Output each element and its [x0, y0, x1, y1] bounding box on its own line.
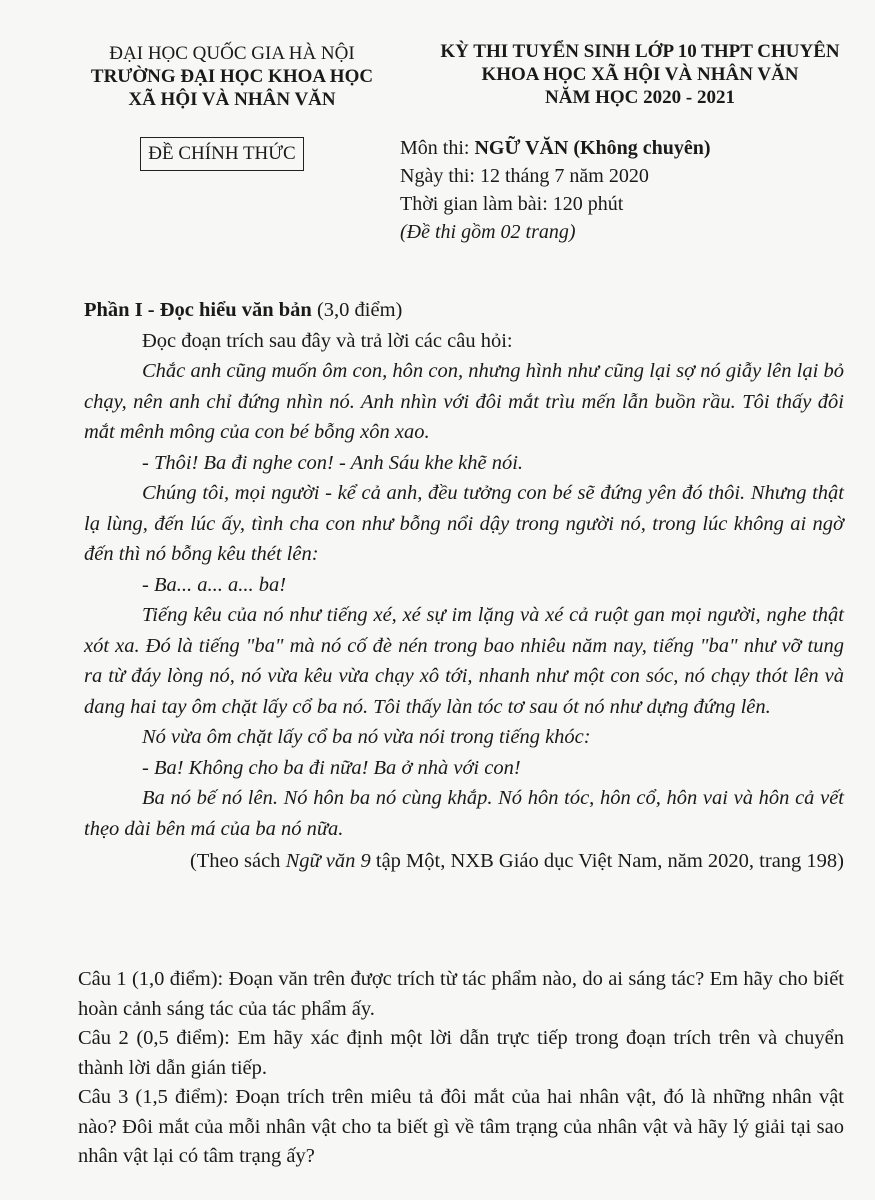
passage-paragraph: - Ba... a... a... ba!: [142, 573, 287, 596]
source-book: Ngữ văn 9: [285, 850, 371, 872]
instruction: Đọc đoạn trích sau đây và trả lời các câu hỏi:: [142, 329, 513, 352]
header-right: [420, 40, 860, 109]
part1-section: [84, 295, 844, 877]
passage-paragraph: Chắc anh cũng muốn ôm con, hôn con, nhưng hình như cũng lại sợ nó giẫy lên lại bỏ chạy, nên anh chỉ đứng nhìn nó. Anh nhìn với đôi mắt trìu mến lẫn buồn rầu. Tôi thấy đôi mắt mênh mông của con bé bỗng xôn xao.: [84, 360, 844, 443]
passage-paragraph: Chúng tôi, mọi người - kể cả anh, đều tưởng con bé sẽ đứng yên đó thôi. Nhưng thật lạ lùng, đến lúc ấy, tình cha con như bỗng nổi dậy trong người nó, trong lúc không ai ngờ đến thì nó bỗng kêu thét lên:: [84, 482, 844, 565]
passage-paragraph: - Thôi! Ba đi nghe con! - Anh Sáu khe khẽ nói.: [142, 451, 524, 474]
subject-label: Môn thi:: [400, 137, 475, 159]
exam-date: Ngày thi: 12 tháng 7 năm 2020: [400, 165, 649, 187]
subject-value: NGỮ VĂN (Không chuyên): [474, 137, 711, 159]
exam-title-line1: KỲ THI TUYỂN SINH LỚP 10 THPT CHUYÊN: [440, 41, 840, 62]
official-exam-box: ĐỀ CHÍNH THỨC: [140, 137, 304, 171]
passage-paragraph: Tiếng kêu của nó như tiếng xé, xé sự im lặng và xé cả ruột gan mọi người, nghe thật xót xa. Đó là tiếng "ba" mà nó cố đè nén trong bao nhiêu năm nay, tiếng "ba" như vỡ tung ra từ đáy lòng nó, nó vừa kêu vừa chạy xô tới, nhanh như một con sóc, nó chạy thót lên và dang hai tay ôm chặt lấy cổ ba nó. Tôi thấy làn tóc tơ sau ót nó như dựng đứng lên.: [84, 604, 844, 718]
source-prefix: (Theo sách: [189, 850, 286, 872]
exam-title-line2: KHOA HỌC XÃ HỘI VÀ NHÂN VĂN: [481, 64, 799, 85]
subject-line: [400, 134, 840, 162]
university-name: ĐẠI HỌC QUỐC GIA HÀ NỘI: [109, 43, 355, 64]
school-year: NĂM HỌC 2020 - 2021: [545, 87, 735, 108]
question-3: Câu 3 (1,5 điểm): Đoạn trích trên miêu tả đôi mắt của hai nhân vật, đó là những nhân vật nào? Đôi mắt của mỗi nhân vật cho ta biết gì về tâm trạng của nhân vật và hãy lý giải tại sao nhân vật lại có tâm trạng ấy?: [78, 1086, 844, 1167]
part1-title: [84, 295, 844, 326]
school-name-line1: TRƯỜNG ĐẠI HỌC KHOA HỌC: [90, 66, 374, 87]
school-name-line2: XÃ HỘI VÀ NHÂN VĂN: [128, 89, 336, 110]
question-2: Câu 2 (0,5 điểm): Em hãy xác định một lời dẫn trực tiếp trong đoạn trích trên và chuyển thành lời dẫn gián tiếp.: [78, 1027, 844, 1079]
question-1: Câu 1 (1,0 điểm): Đoạn văn trên được trích từ tác phẩm nào, do ai sáng tác? Em hãy cho biết hoàn cảnh sáng tác của tác phẩm ấy.: [78, 968, 844, 1020]
source-suffix: tập Một, NXB Giáo dục Việt Nam, năm 2020, trang 198): [370, 850, 844, 872]
passage-paragraph: Ba nó bế nó lên. Nó hôn ba nó cùng khắp. Nó hôn tóc, hôn cổ, hôn vai và hôn cả vết thẹo dài bên má của ba nó nữa.: [84, 787, 844, 840]
passage-paragraph: Nó vừa ôm chặt lấy cổ ba nó vừa nói trong tiếng khóc:: [142, 726, 591, 748]
part1-points: (3,0 điểm): [311, 299, 403, 321]
part1-title-text: Phần I - Đọc hiểu văn bản: [84, 299, 312, 321]
questions-section: [78, 965, 844, 1172]
exam-info: [400, 134, 840, 246]
source-citation: [84, 846, 844, 877]
header-left: [82, 42, 382, 111]
passage-paragraph: - Ba! Không cho ba đi nữa! Ba ở nhà với con!: [142, 756, 521, 779]
page-count-note: (Đề thi gồm 02 trang): [400, 221, 576, 243]
exam-duration: Thời gian làm bài: 120 phút: [400, 193, 624, 215]
